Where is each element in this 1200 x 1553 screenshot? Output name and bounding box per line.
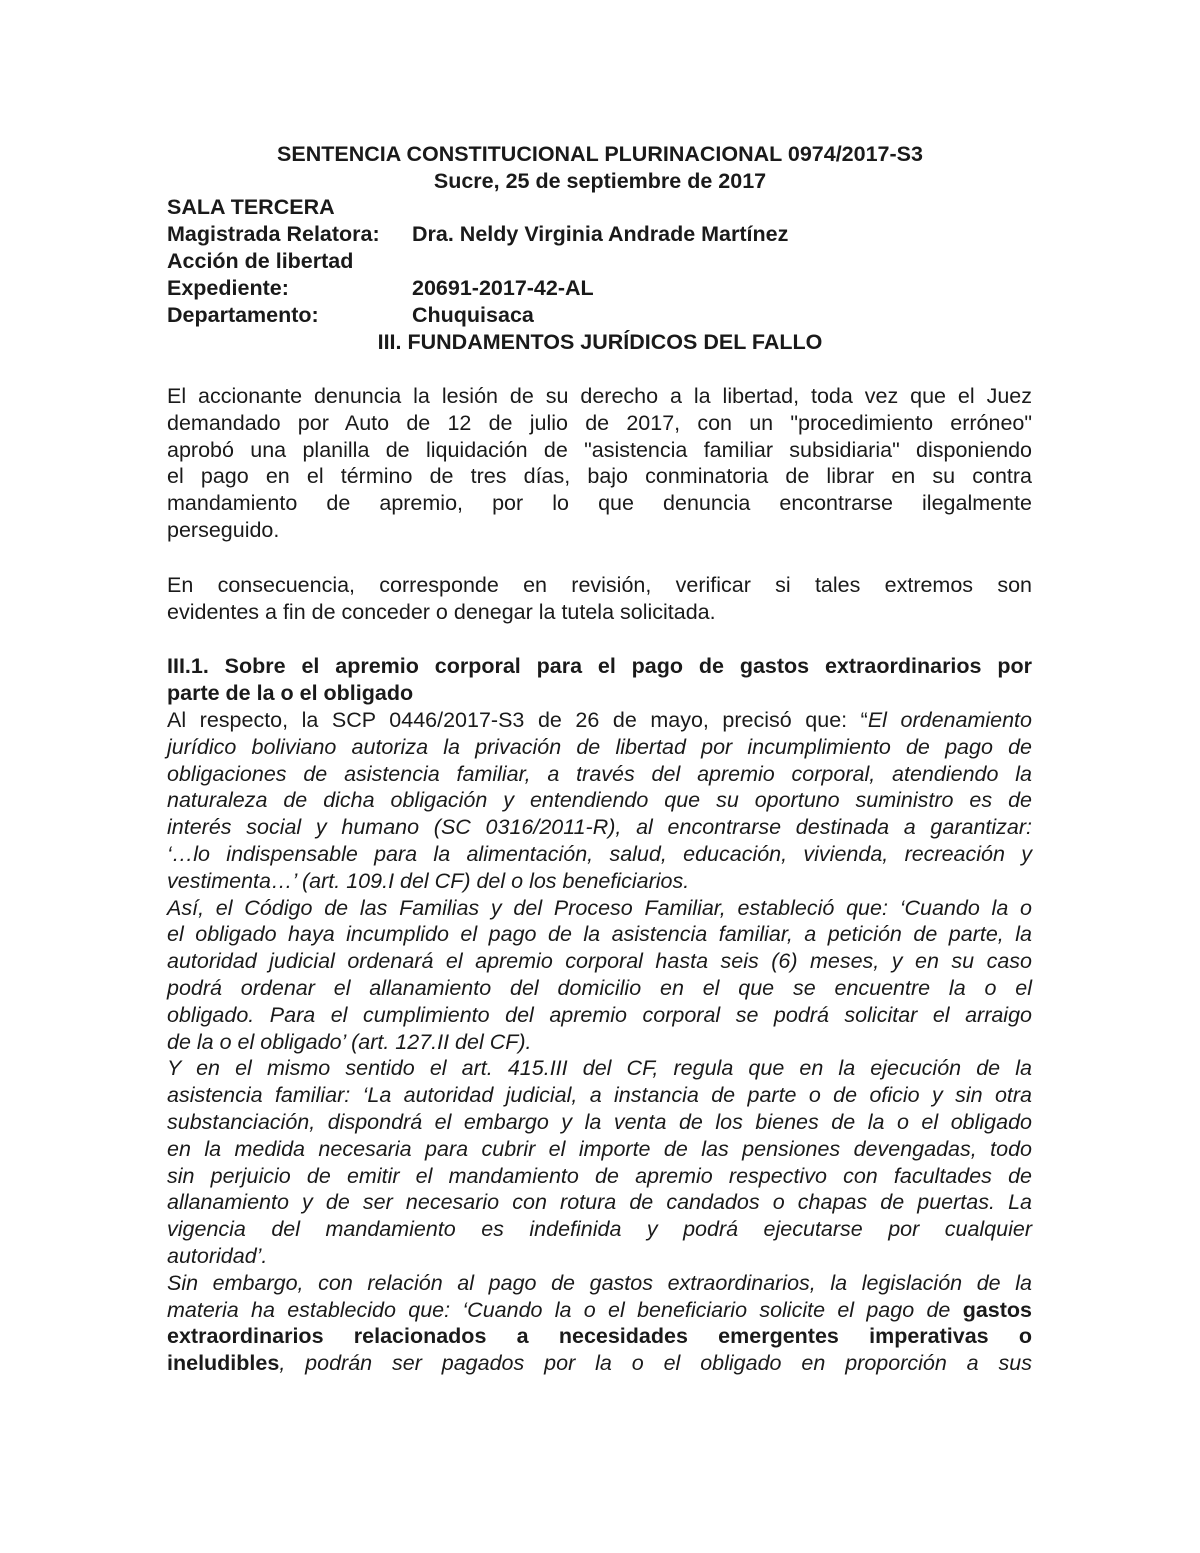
paragraph-line: el pago en el término de tres días, bajo conminatoria de librar en su contra: [167, 464, 1032, 489]
expediente-value: 20691-2017-42-AL: [412, 276, 594, 300]
body-bold-text: ineludibles: [167, 1351, 280, 1376]
body-line: Así, el Código de las Familias y del Proceso Familiar, estableció que: ‘Cuando la o: [167, 895, 1032, 920]
body-line: en la medida necesaria para cubrir el importe de las pensiones devengadas, todo: [167, 1136, 1032, 1161]
body-line: ‘…lo indispensable para la alimentación, salud, educación, vivienda, recreación y: [167, 841, 1032, 866]
body-line: allanamiento y de ser necesario con rotura de candados o chapas de puertas. La: [167, 1190, 1032, 1215]
body-line: de la o el obligado’ (art. 127.II del CF).: [167, 1029, 532, 1054]
body-line: [167, 707, 1032, 734]
document-date: Sucre, 25 de septiembre de 2017: [433, 169, 767, 193]
paragraph-line: mandamiento de apremio, por lo que denuncia encontrarse ilegalmente: [167, 491, 1032, 516]
body-line: el obligado haya incumplido el pago de la asistencia familiar, a petición de parte, la: [167, 922, 1032, 947]
document-title: SENTENCIA CONSTITUCIONAL PLURINACIONAL 0974/2017-S3: [277, 142, 923, 166]
body-bold-text: gastos: [962, 1297, 1032, 1322]
body-line: obligaciones de asistencia familiar, a través del apremio corporal, atendiendo la: [167, 761, 1032, 786]
body-line: naturaleza de dicha obligación y entendiendo que su oportuno suministro es de: [167, 788, 1032, 813]
body-line: vestimenta…’ (art. 109.I del CF) del o los beneficiarios.: [167, 868, 690, 893]
body-line: jurídico boliviano autoriza la privación de libertad por incumplimiento de pago de: [167, 734, 1032, 759]
quote-start-text: El ordenamiento: [867, 708, 1032, 732]
paragraph-line: El accionante denuncia la lesión de su derecho a la libertad, toda vez que el Juez: [167, 384, 1032, 408]
body-line: autoridad’.: [167, 1243, 268, 1268]
body-line: autoridad judicial ordenará el apremio corporal hasta seis (6) meses, y en su caso: [167, 949, 1032, 974]
paragraph-line: demandado por Auto de 12 de julio de 2017, con un "procedimiento erróneo": [167, 410, 1032, 435]
body-text: [167, 707, 1032, 1377]
paragraph-line: aprobó una planilla de liquidación de "asistencia familiar subsidiaria" disponiendo: [167, 437, 1032, 462]
subsection-title-line: III.1. Sobre el apremio corporal para el pago de gastos extraordinarios por: [167, 654, 1032, 678]
accion-label: Acción de libertad: [167, 249, 354, 273]
magistrada-row: [167, 221, 789, 248]
body-line: obligado. Para el cumplimiento del apremio corporal se podrá solicitar el arraigo: [167, 1002, 1032, 1027]
expediente-label: Expediente:: [167, 276, 289, 300]
body-line: sin perjuicio de emitir el mandamiento de apremio respectivo con facultades de: [167, 1163, 1032, 1188]
body-normal-text: Al respecto, la SCP 0446/2017-S3 de 26 de mayo, precisó que: “: [167, 708, 868, 732]
body-line: asistencia familiar: ‘La autoridad judicial, a instancia de parte o de oficio y sin otra: [167, 1083, 1032, 1108]
sala-label: SALA TERCERA: [167, 195, 335, 219]
paragraph-line: perseguido.: [167, 517, 280, 542]
body-line: Sin embargo, con relación al pago de gastos extraordinarios, la legislación de la: [167, 1270, 1032, 1295]
paragraph-line: evidentes a fin de conceder o denegar la tutela solicitada.: [167, 599, 716, 624]
body-line: Y en el mismo sentido el art. 415.III del CF, regula que en la ejecución de la: [167, 1056, 1032, 1081]
body-line: extraordinarios relacionados a necesidades emergentes imperativas o: [167, 1324, 1032, 1349]
body-line: substanciación, dispondrá el embargo y la venta de los bienes de la o el obligado: [167, 1109, 1032, 1134]
body-italic-text: , podrán ser pagados por la o el obligado en proporción a sus: [279, 1351, 1032, 1376]
subsection-title: [167, 653, 1032, 707]
body-line: [167, 1297, 1032, 1324]
magistrada-label: Magistrada Relatora:: [167, 222, 380, 246]
paragraph-2: [167, 572, 1032, 626]
body-line: podrá ordenar el allanamiento del domicilio en el que se encuentre la o el: [167, 975, 1032, 1000]
magistrada-value: Dra. Neldy Virginia Andrade Martínez: [412, 222, 789, 246]
body-italic-text: materia ha establecido que: ‘Cuando la o el beneficiario solicite el pago de: [167, 1297, 963, 1322]
subsection-title-line: parte de la o el obligado: [167, 680, 414, 705]
body-line: interés social y humano (SC 0316/2011-R), al encontrarse destinada a garantizar:: [167, 815, 1032, 840]
body-line: vigencia del mandamiento es indefinida y podrá ejecutarse por cualquier: [167, 1217, 1032, 1242]
paragraph-1: [167, 383, 1032, 544]
expediente-row: [167, 275, 594, 302]
departamento-value: Chuquisaca: [412, 303, 534, 327]
departamento-row: [167, 302, 534, 329]
section-title: III. FUNDAMENTOS JURÍDICOS DEL FALLO: [377, 330, 823, 354]
departamento-label: Departamento:: [167, 303, 319, 327]
body-line: [167, 1350, 1032, 1377]
paragraph-line: En consecuencia, corresponde en revisión, verificar si tales extremos son: [167, 573, 1032, 597]
